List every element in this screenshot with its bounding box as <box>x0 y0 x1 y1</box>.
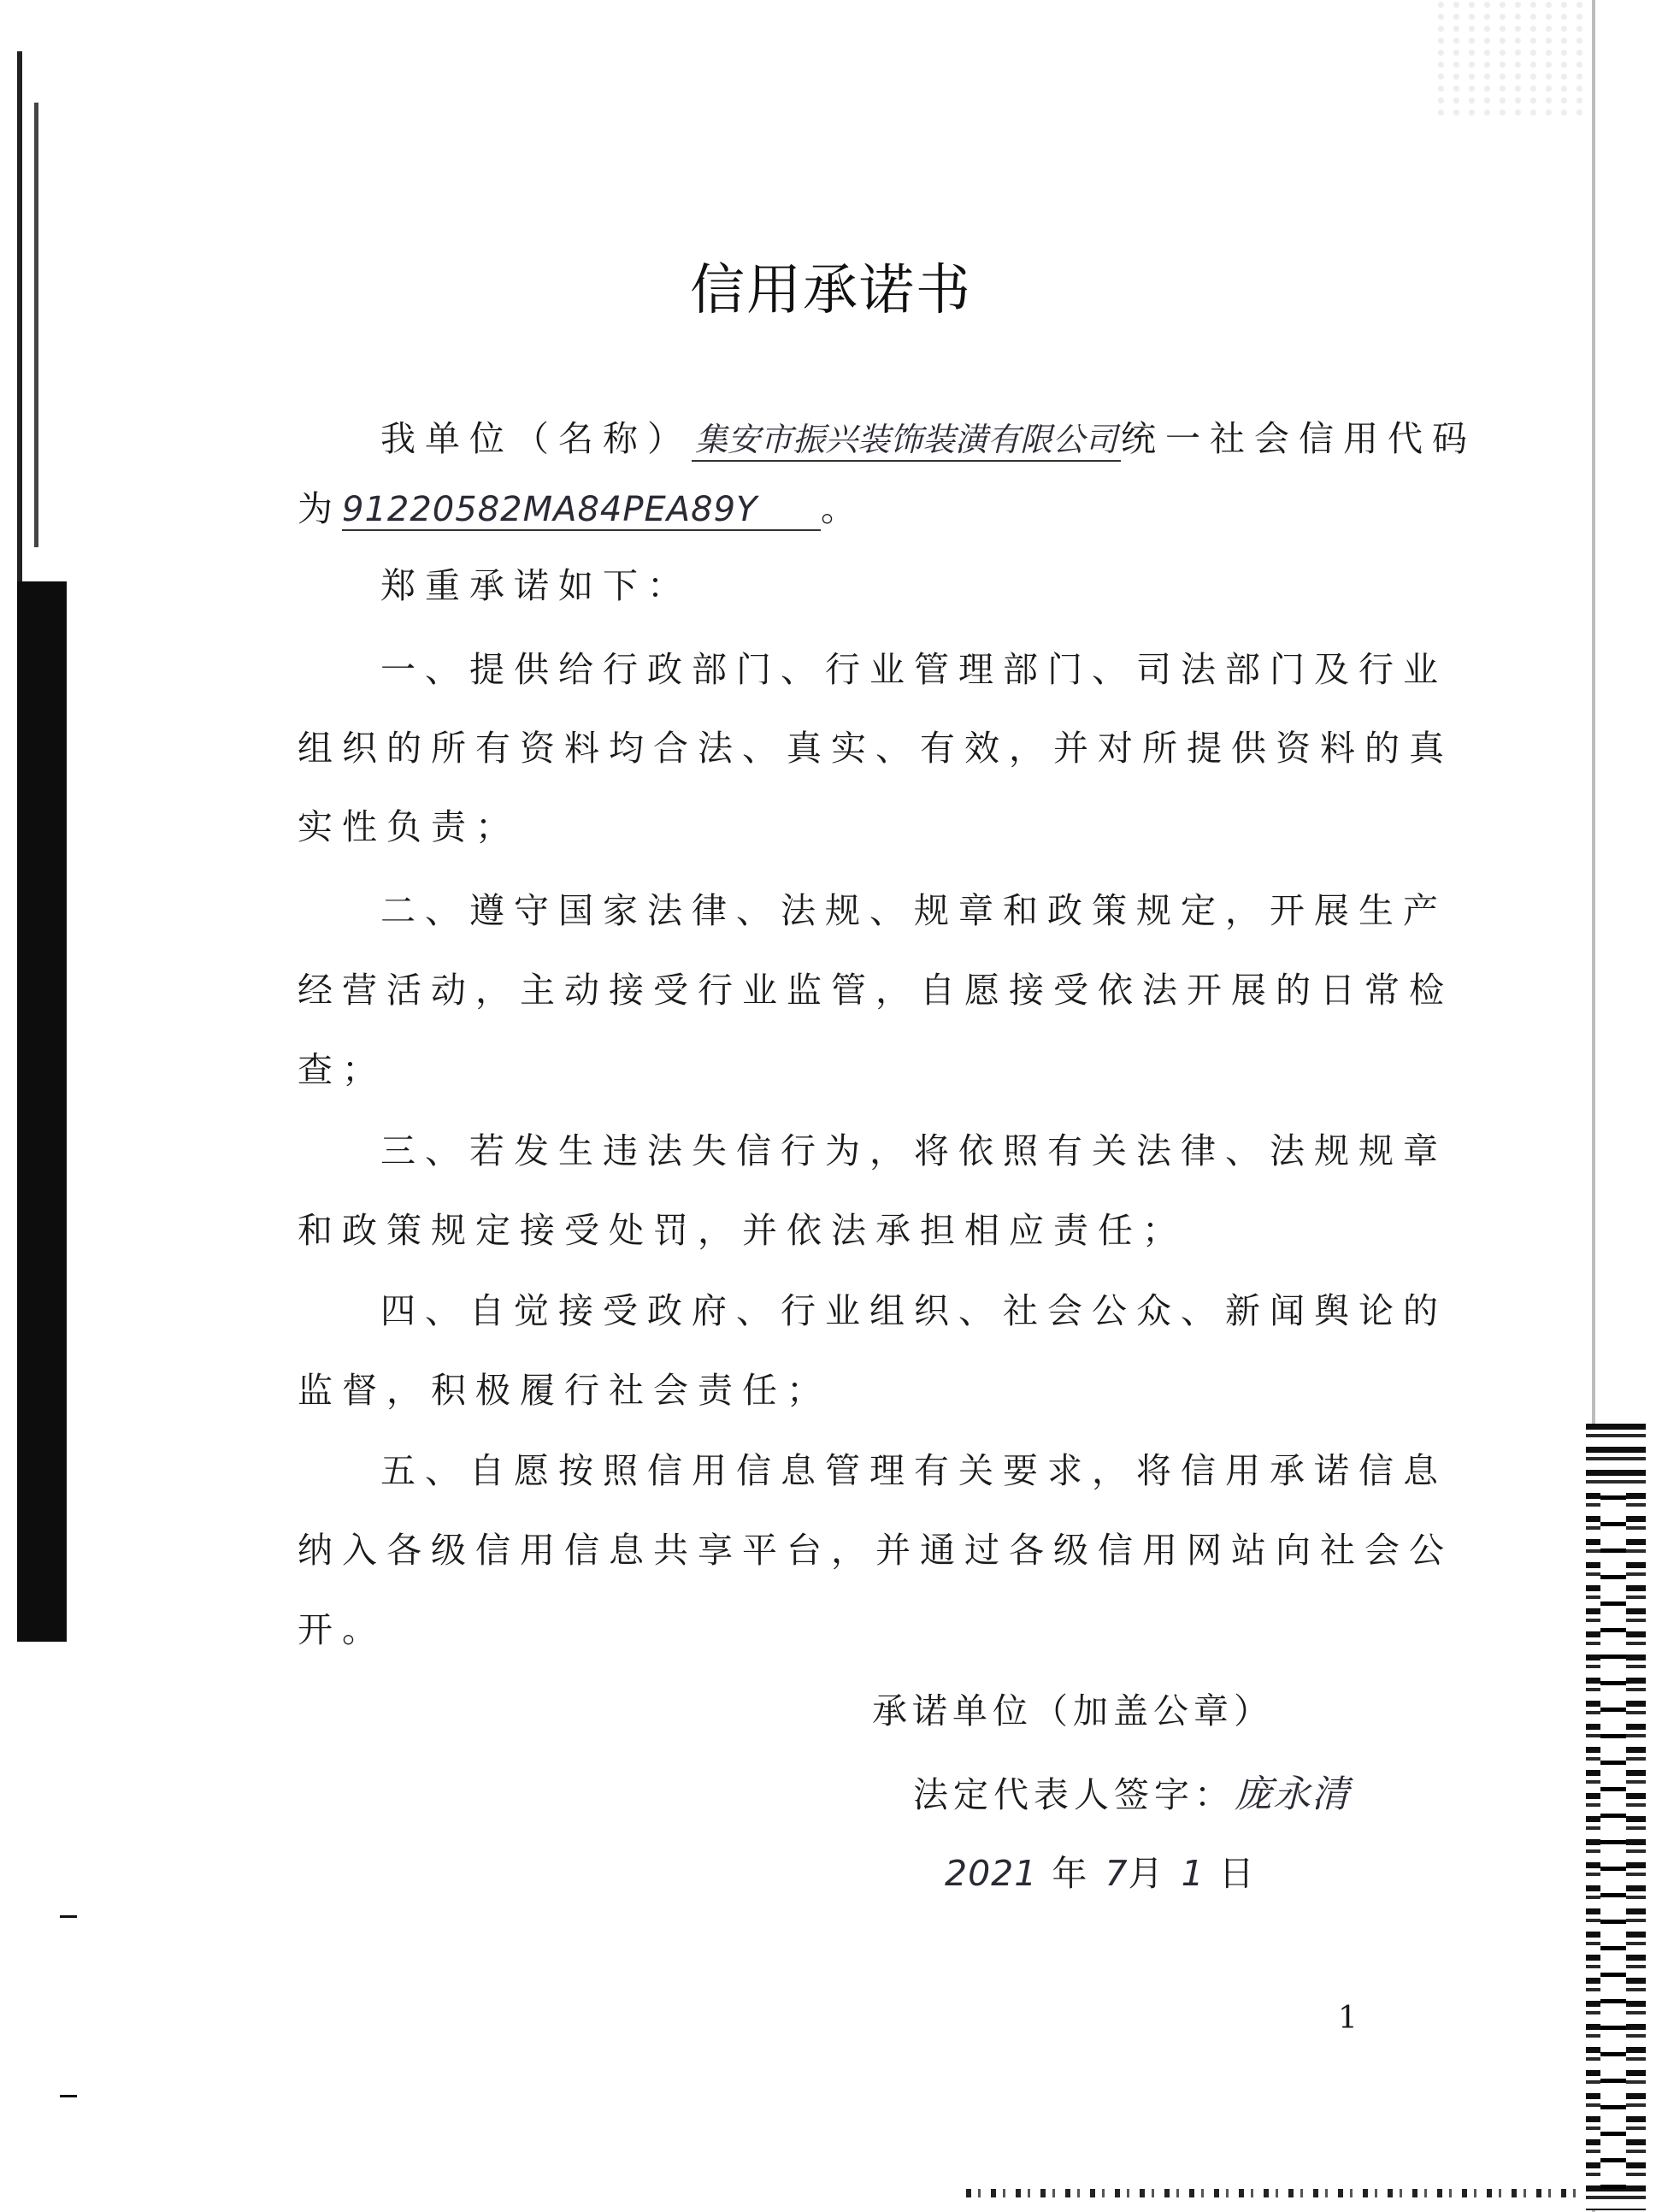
scan-noise-strip <box>1600 1488 1626 2189</box>
clause-line: 实性负责； <box>298 806 520 847</box>
date-year: 2021 <box>945 1853 1038 1894</box>
scan-edge-artifact <box>34 103 38 547</box>
clause-line: 开。 <box>298 1609 386 1650</box>
clause-line: 五、自愿按照信用信息管理有关要求，将信用承诺信息 <box>380 1450 1447 1491</box>
date-month: 7 <box>1105 1853 1129 1894</box>
code-prefix: 为 <box>298 488 342 529</box>
intro-line <box>380 410 1476 462</box>
promise-heading: 郑重承诺如下： <box>380 565 692 606</box>
commitment-unit-label: 承诺单位（加盖公章） <box>872 1690 1274 1731</box>
clause-line: 查； <box>298 1049 386 1090</box>
credit-code-field: 91220582MA84PEA89Y <box>342 490 821 531</box>
page-number: 1 <box>1338 2001 1358 2036</box>
clause-line: 三、若发生违法失信行为，将依照有关法律、法规规章 <box>380 1130 1447 1171</box>
date-line <box>945 1845 1258 1896</box>
day-label: 日 <box>1218 1853 1258 1894</box>
clause-line: 和政策规定接受处罚，并依法承担相应责任； <box>298 1210 1187 1251</box>
scan-noise-strip <box>966 2189 1582 2197</box>
legal-rep-signature: 庞永清 <box>1235 1773 1350 1816</box>
scan-shadow-bar <box>17 581 67 1642</box>
clause-line: 一、提供给行政部门、行业管理部门、司法部门及行业 <box>380 649 1447 690</box>
intro-suffix: 统一社会信用代码 <box>1121 418 1477 459</box>
credit-code-line <box>298 481 865 531</box>
clause-line: 四、自觉接受政府、行业组织、社会公众、新闻舆论的 <box>380 1290 1447 1331</box>
code-suffix: 。 <box>821 488 865 529</box>
year-label: 年 <box>1052 1853 1091 1894</box>
scan-mark <box>60 2095 77 2097</box>
clause-line: 纳入各级信用信息共享平台，并通过各级信用网站向社会公 <box>298 1530 1453 1571</box>
legal-rep-label: 法定代表人签字： <box>913 1774 1235 1815</box>
month-label: 月 <box>1128 1853 1167 1894</box>
clause-line: 监督，积极履行社会责任； <box>298 1370 831 1411</box>
date-day: 1 <box>1181 1853 1205 1894</box>
document-title: 信用承诺书 <box>690 259 972 322</box>
clause-line: 经营活动，主动接受行业监管，自愿接受依法开展的日常检 <box>298 970 1453 1011</box>
scan-speckle <box>1436 0 1590 120</box>
clause-line: 组织的所有资料均合法、真实、有效，并对所提供资料的真 <box>298 728 1453 769</box>
legal-rep-line <box>913 1763 1350 1818</box>
intro-prefix: 我单位（名称） <box>380 418 692 459</box>
company-name-field: 集安市振兴装饰装潢有限公司 <box>692 413 1121 462</box>
clause-line: 二、遵守国家法律、法规、规章和政策规定，开展生产 <box>380 890 1447 931</box>
scan-mark <box>60 1915 77 1918</box>
